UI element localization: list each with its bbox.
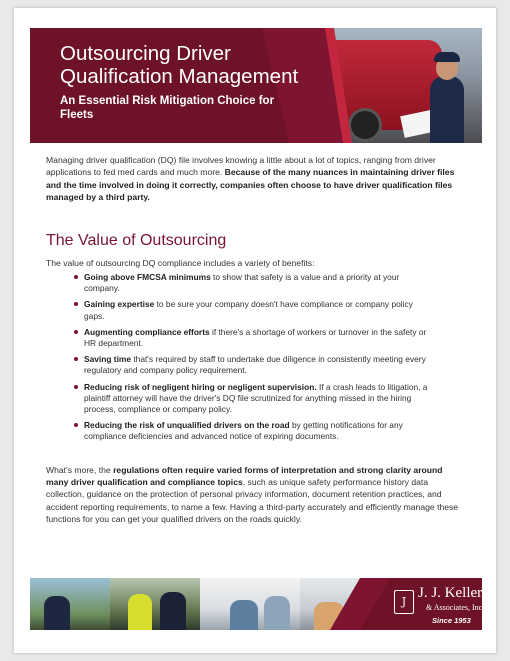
- office-worker-figure-2: [264, 596, 290, 630]
- officer-hat: [434, 52, 460, 62]
- closing-pre: What's more, the: [46, 465, 114, 475]
- closing-bold: regulations often require varied forms of interpretation and strong clarity around many driver qualification and compliance topics: [46, 465, 443, 488]
- list-item: [74, 354, 434, 376]
- benefit-title: Reducing risk of negligent hiring or negligent supervision.: [84, 381, 317, 392]
- bullet-icon: [74, 330, 78, 334]
- title-line-2: Qualification Management: [60, 65, 299, 88]
- company-name: [418, 585, 487, 602]
- bullet-icon: [74, 385, 78, 389]
- footer-photo-office: [200, 578, 300, 630]
- document-title: [60, 42, 330, 88]
- intro-paragraph: [46, 154, 464, 204]
- document-page: [14, 8, 496, 653]
- bullet-icon: [74, 302, 78, 306]
- footer-photo-strip: [30, 578, 360, 630]
- closing-post: , such as unique safety performance history data collection, guidance on the protection of personal privacy information, document retention practices, and accident reporting requirements, to name a few. Having a third-party accurately and efficiently manage these functions for you can get your qualified drivers on the roads quickly.: [46, 477, 459, 524]
- jj-keller-logo-icon: J: [394, 590, 414, 614]
- list-item: [74, 299, 434, 321]
- benefit-text: to be sure your company doesn't have compliance or company policy gaps.: [84, 299, 413, 321]
- section-lead: The value of outsourcing DQ compliance includes a variety of benefits:: [46, 258, 315, 268]
- footer-photo-inspection: [110, 578, 200, 630]
- truck-wheel-image: [348, 108, 382, 142]
- title-line-1: Outsourcing Driver: [60, 42, 231, 65]
- intro-bold-text: Because of the many nuances in maintaining driver files and the time involved in doing it correctly, companies often choose to have driver qualification files managed by a third party.: [46, 167, 455, 203]
- benefit-text: if there's a shortage of workers or turnover in the safety or HR department.: [84, 326, 427, 349]
- intro-text: Managing driver qualification (DQ) file involves knowing a little about a lot of topics, ranging from driver applications to fed med cards and much more.: [46, 155, 436, 178]
- benefit-text: If a crash leads to litigation, a plaintiff attorney will have the driver's DQ file scrutinized for anything missed in the hiring process, compliance or company policy.: [84, 381, 428, 415]
- inspector-figure: [160, 592, 186, 630]
- benefit-text: by getting notifications for any compliance deficiencies and advanced notice of expiring documents.: [84, 420, 403, 442]
- officer-figure: [430, 76, 464, 143]
- section-heading: The Value of Outsourcing: [46, 232, 227, 249]
- document-subtitle: An Essential Risk Mitigation Choice for Fleets: [60, 95, 275, 121]
- bullet-icon: [74, 357, 78, 361]
- officer-figure: [44, 596, 70, 630]
- list-item: [74, 420, 434, 442]
- benefit-title: Going above FMCSA minimums: [84, 272, 211, 282]
- benefit-text: to show that safety is a value and a priority at your company.: [84, 272, 400, 294]
- footer-banner: [30, 578, 487, 630]
- benefit-title: Reducing the risk of unqualified drivers on the road: [84, 420, 290, 431]
- since-tagline: Since 1953: [432, 616, 471, 625]
- benefit-title: Saving time: [84, 354, 132, 365]
- registered-mark: ®: [482, 587, 487, 593]
- list-item: [74, 382, 434, 416]
- benefits-list: [74, 272, 434, 448]
- footer-photo-officer: [30, 578, 110, 630]
- benefit-text: that's required by staff to undertake due diligence in consistently meeting every regulatory and company policy requirement.: [84, 354, 426, 376]
- header-banner: [30, 28, 482, 143]
- bullet-icon: [74, 275, 78, 279]
- office-worker-figure: [230, 600, 258, 630]
- benefit-title: Gaining expertise: [84, 299, 155, 310]
- closing-paragraph: [46, 464, 466, 525]
- bullet-icon: [74, 423, 78, 427]
- list-item: [74, 327, 434, 349]
- company-suffix: & Associates, Inc.: [426, 603, 485, 612]
- list-item: [74, 272, 434, 294]
- logo-name-text: J. J. Keller: [418, 585, 483, 601]
- vest-worker-figure: [128, 594, 152, 630]
- benefit-title: Augmenting compliance efforts: [84, 326, 210, 337]
